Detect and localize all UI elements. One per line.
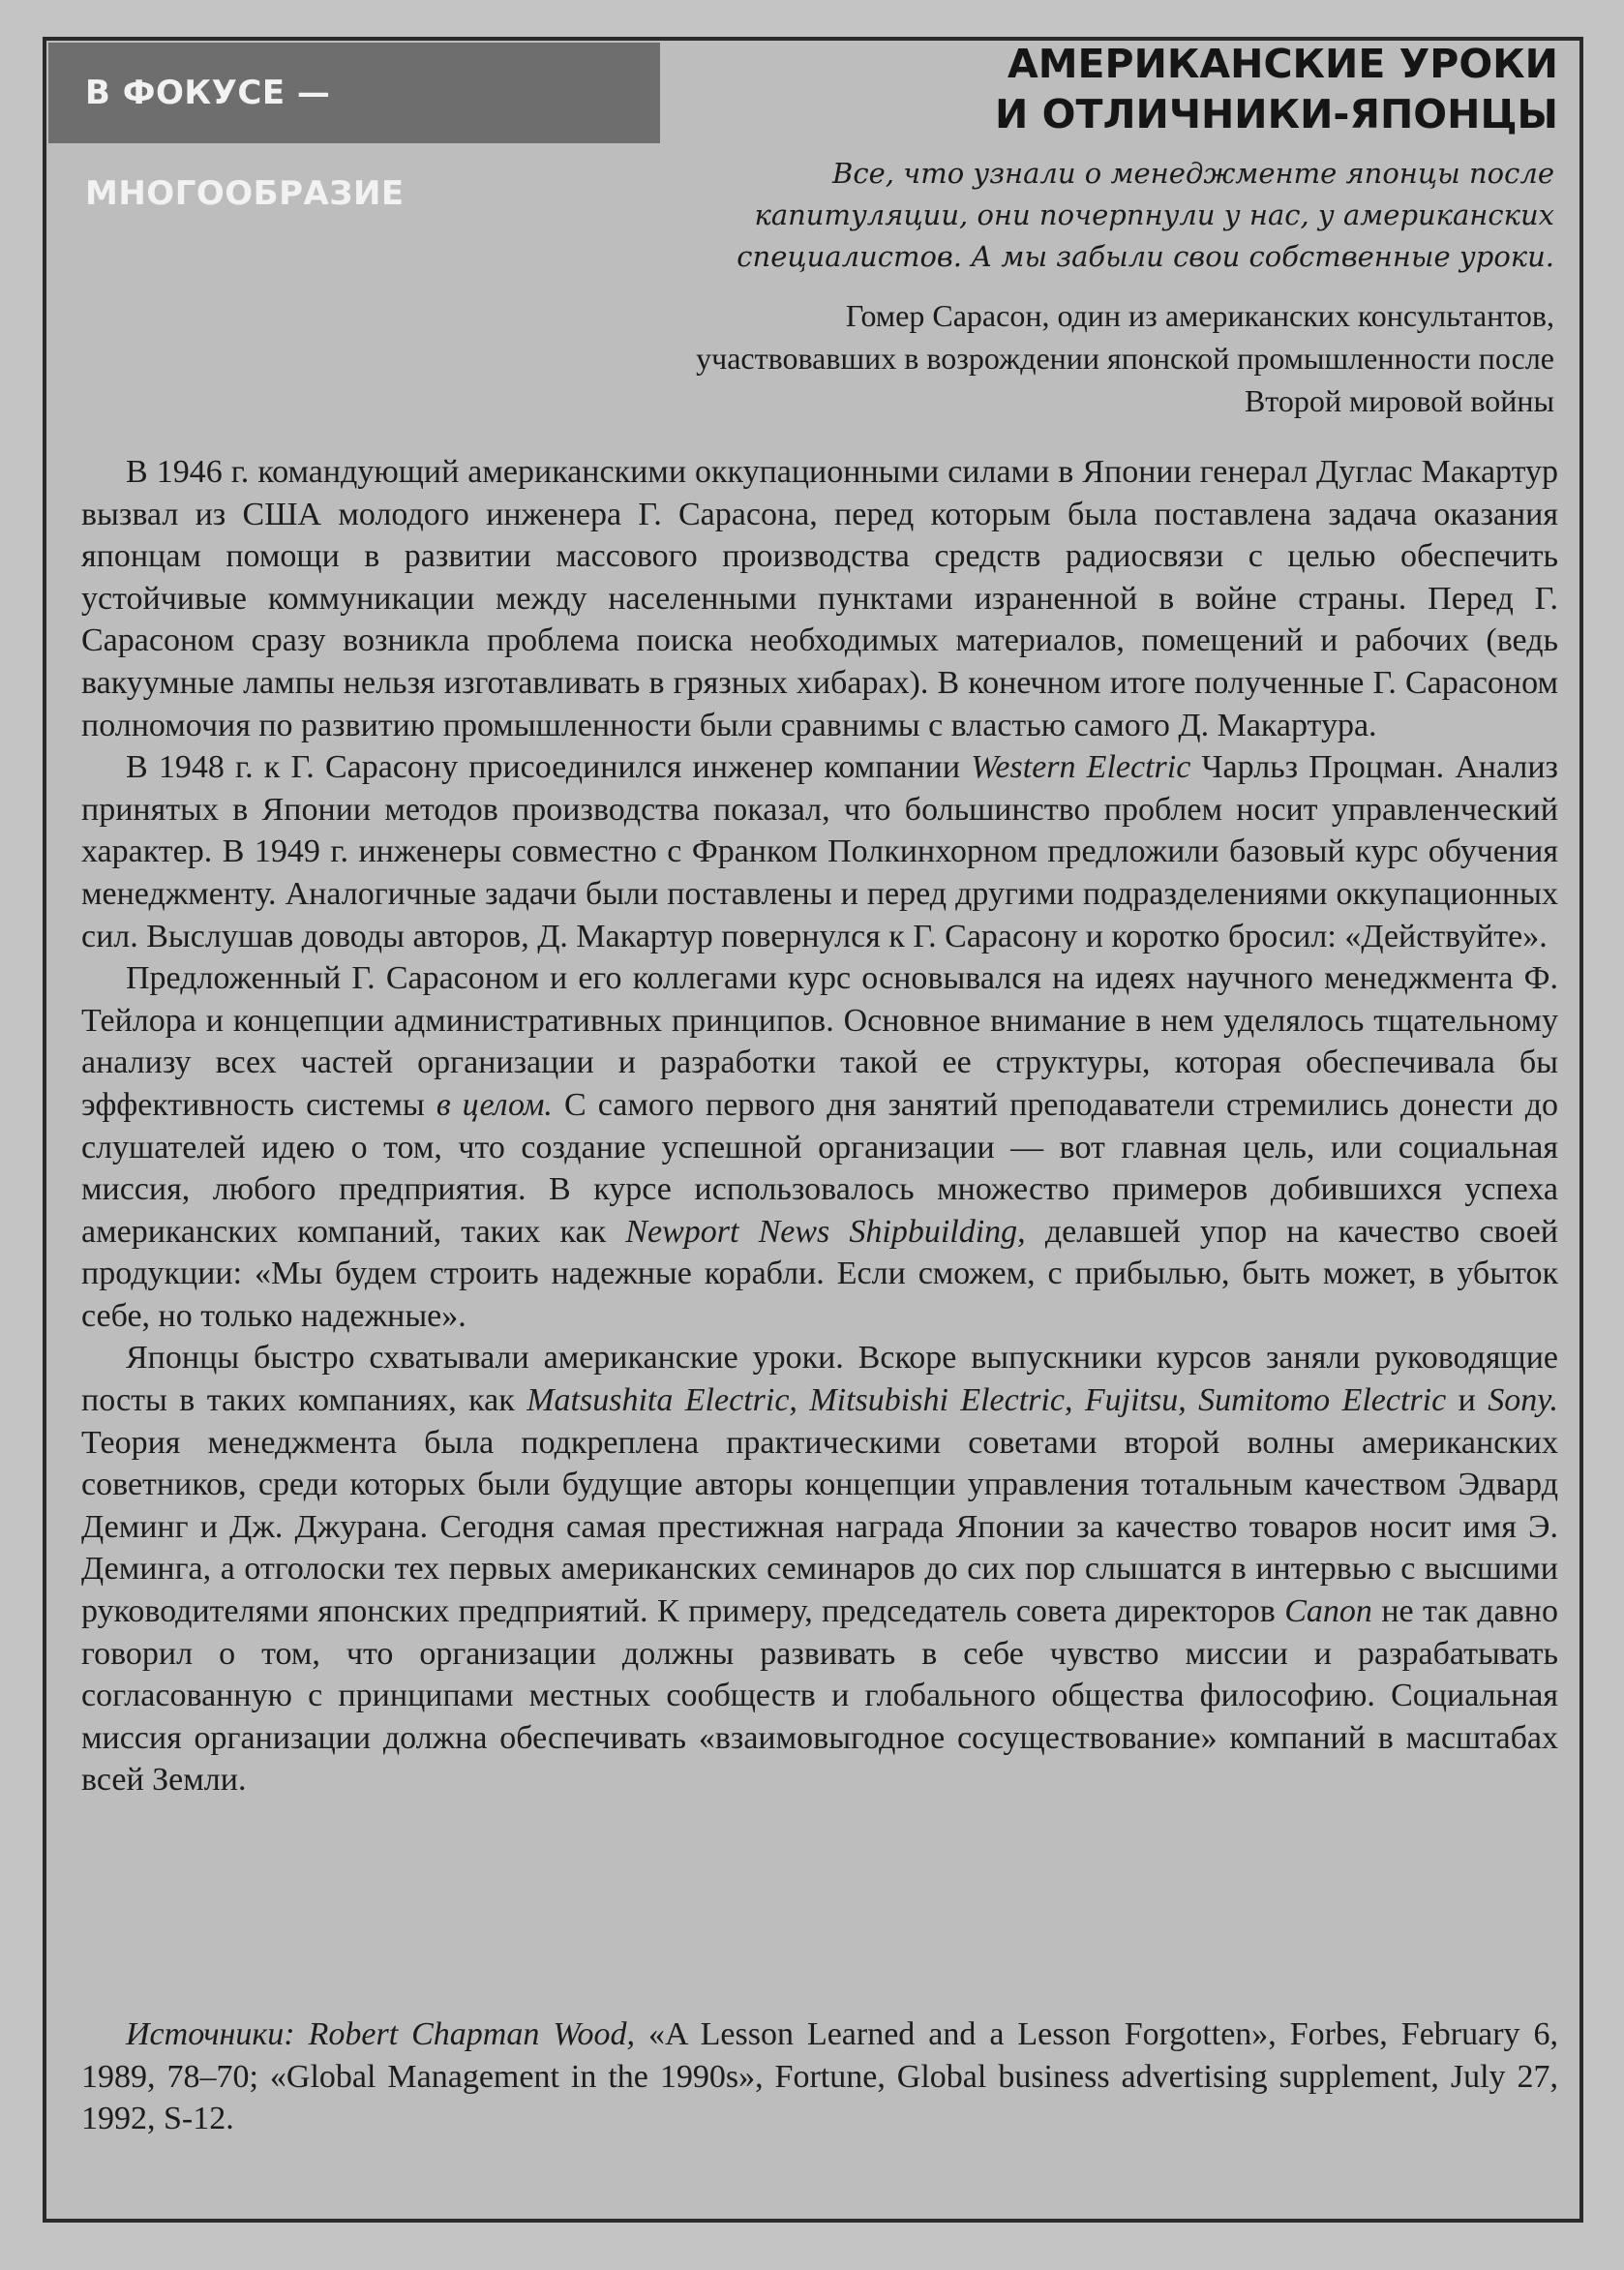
company-name: Western Electric bbox=[971, 749, 1191, 786]
paragraph-3 bbox=[81, 957, 1558, 1337]
sources-author: Robert Chapman Wood, bbox=[294, 2016, 636, 2052]
paragraph-3-text-b: С самого первого дня занятий преподаватели стремились донести до слушателей идею о том, что создание успешной организации — вот главная цель, или социальная миссия, любого предприятия. В курсе использовалось множество примеров добившихся успеха американских компаний, таких как bbox=[81, 1086, 1558, 1250]
title-line-1: АМЕРИКАНСКИЕ УРОКИ bbox=[1007, 41, 1558, 87]
company-name: Sony. bbox=[1488, 1382, 1559, 1419]
paragraph-3-text-a: Предложенный Г. Сарасоном и его коллегами курс основывался на идеях научного менеджмента Ф. Тейлора и концепции административных принципов. Основное внимание в нем уделялось тщательному анализу всех частей организации и разработки такой ее структуры, которая обеспечивала бы эффективность системы bbox=[81, 960, 1558, 1123]
paragraph-2 bbox=[81, 746, 1558, 957]
company-names: Matsushita Electric, Mitsubishi Electric, Fujitsu, Sumitomo Electric bbox=[526, 1382, 1447, 1419]
epigraph-quote: Все, что узнали о менеджменте японцы после капитуляции, они почерпнули у нас, у американских специалистов. А мы забыли свои собственные уроки. bbox=[737, 157, 1554, 273]
paragraph-1-text: В 1946 г. командующий американскими оккупационными силами в Японии генерал Дуглас Макартур вызвал из США молодого инженера Г. Сарасона, перед которым была поставлена задача оказания японцам помощи в развитии массового производства средств радиосвязи с целью обеспечить устойчивые коммуникации между населенными пунктами израненной в войне страны. Перед Г. Сарасоном сразу возникла проблема поиска необходимых материалов, помещений и рабочих (ведь вакуумные лампы нельзя изготавливать в грязных хибарах). В конечном итоге полученные Г. Сарасоном полномочия по развитию промышленности были сравнимы с властью самого Д. Макартура. bbox=[81, 454, 1558, 743]
conjunction: и bbox=[1446, 1382, 1489, 1419]
paragraph-3-text-c: делавшей упор на качество своей продукции: «Мы будем строить надежные корабли. Если сможем, с прибылью, быть может, в убыток себе, но только надежные». bbox=[81, 1213, 1558, 1334]
sources-note bbox=[81, 2013, 1558, 2140]
paragraph-4-text-b: Теория менеджмента была подкреплена практическими советами второй волны американских советников, среди которых были будущие авторы концепции управления тотальным качеством Эдвард Деминг и Дж. Джурана. Сегодня самая престижная награда Японии за качество товаров носит имя Э. Деминга, а отголоски тех первых американских семинаров до сих пор слышатся в интервью с высшими руководителями японских предприятий. К примеру, председатель совета директоров bbox=[81, 1424, 1558, 1630]
paragraph-4-text-c: не так давно говорил о том, что организации должны развивать в себе чувство миссии и разрабатывать согласованную с принципами местных сообществ и глобального общества философию. Социальная миссия организации должна обеспечивать «взаимовыгодное сосуществование» компаний в масштабах всей Земли. bbox=[81, 1593, 1558, 1799]
paragraph-4 bbox=[81, 1337, 1558, 1801]
article-title bbox=[861, 39, 1558, 139]
company-name: Canon bbox=[1284, 1593, 1372, 1630]
sources-text: «A Lesson Learned and a Lesson Forgotten», Forbes, February 6, 1989, 78–70; «Global Management in the 1990s», Fortune, Global business advertising supplement, July 27, 1992, S-12. bbox=[81, 2016, 1558, 2137]
sources-label: Источники: bbox=[126, 2016, 295, 2052]
title-line-2: И ОТЛИЧНИКИ-ЯПОНЦЫ bbox=[995, 91, 1558, 137]
emphasis-text: в целом. bbox=[436, 1086, 553, 1123]
paragraph-2-text-a: В 1948 г. к Г. Сарасону присоединился инженер компании bbox=[126, 749, 972, 786]
paragraph-4-text-a: Японцы быстро схватывали американские уроки. Вскоре выпускники курсов заняли руководящие посты в таких компаниях, как bbox=[81, 1340, 1558, 1419]
company-name: Newport News Shipbuilding, bbox=[625, 1213, 1026, 1250]
epigraph-attribution: Гомер Сарасон, один из американских консультантов, участвовавших в возрождении японской промышленности после Второй мировой войны bbox=[696, 298, 1554, 418]
paragraph-1 bbox=[81, 451, 1558, 746]
paragraph-2-text-b: Чарльз Процман. Анализ принятых в Японии методов производства показал, что большинство проблем носит управленческий характер. В 1949 г. инженеры совместно с Франком Полкинхорном предложили базовый курс обучения менеджменту. Аналогичные задачи были поставлены и перед другими подразделениями оккупационных сил. Выслушав доводы авторов, Д. Макартур повернулся к Г. Сарасону и коротко бросил: «Действуйте». bbox=[81, 749, 1558, 954]
rubric-banner: В ФОКУСЕ — МНОГООБРАЗИЕ bbox=[48, 43, 660, 143]
article-body bbox=[81, 451, 1558, 1801]
